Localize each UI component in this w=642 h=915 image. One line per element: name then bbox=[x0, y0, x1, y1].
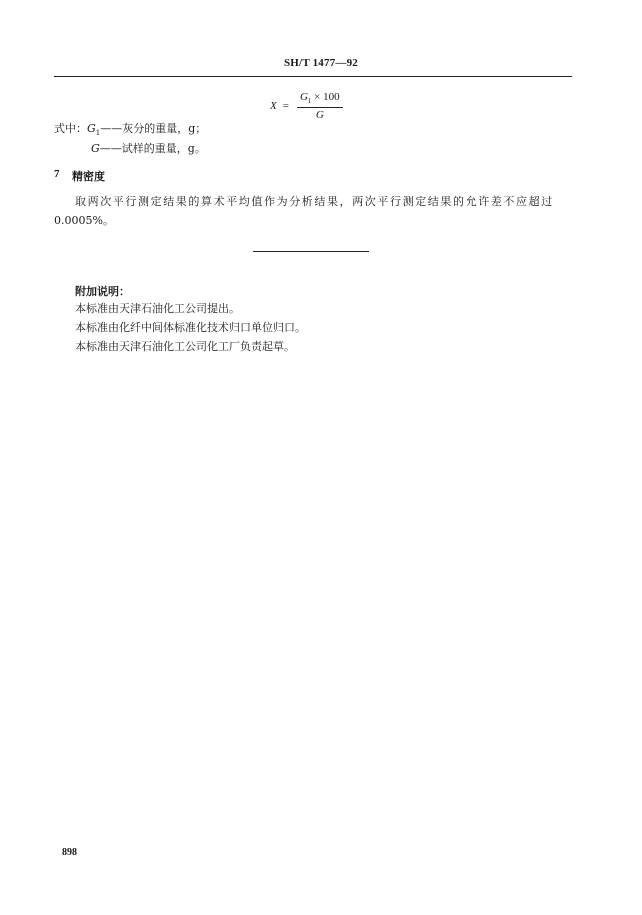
note-line: 本标准由天津石油化工公司提出。 bbox=[75, 302, 240, 315]
formula-equals: = bbox=[282, 100, 289, 112]
end-divider bbox=[253, 251, 369, 252]
formula bbox=[270, 89, 343, 123]
page-number: 898 bbox=[62, 847, 77, 858]
section-number: 7 bbox=[54, 168, 60, 180]
where-item-1-text: ——灰分的重量，g； bbox=[100, 122, 207, 135]
section-title: 精密度 bbox=[72, 170, 105, 183]
header-divider bbox=[54, 76, 572, 77]
where-item-2 bbox=[91, 142, 206, 156]
where-item-1-subscript: 1 bbox=[95, 129, 101, 138]
where-item-2-text: ——试样的重量，g。 bbox=[99, 142, 206, 155]
where-item-2-variable: G bbox=[91, 142, 100, 155]
formula-numerator bbox=[297, 91, 343, 107]
numerator-rest: × 100 bbox=[311, 91, 340, 104]
note-line: 本标准由天津石油化工公司化工厂负责起草。 bbox=[75, 340, 295, 353]
where-prefix: 式中： bbox=[54, 122, 87, 135]
section-paragraph-line-2: 0.0005%。 bbox=[54, 214, 114, 227]
note-line: 本标准由化纤中间体标准化技术归口单位归口。 bbox=[75, 321, 306, 334]
notes-title: 附加说明： bbox=[75, 285, 130, 298]
formula-fraction bbox=[297, 91, 343, 120]
formula-lhs: X bbox=[270, 100, 277, 112]
numerator-variable: G bbox=[299, 91, 308, 104]
standard-code-header: SH/T 1477—92 bbox=[283, 57, 359, 69]
formula-denominator: G bbox=[315, 108, 324, 121]
where-item-1-variable: G bbox=[87, 122, 96, 135]
section-paragraph-line-1: 取两次平行测定结果的算术平均值作为分析结果，两次平行测定结果的允许差不应超过 bbox=[75, 195, 554, 208]
where-item-1 bbox=[54, 122, 206, 140]
numerator-subscript: 1 bbox=[307, 97, 312, 106]
